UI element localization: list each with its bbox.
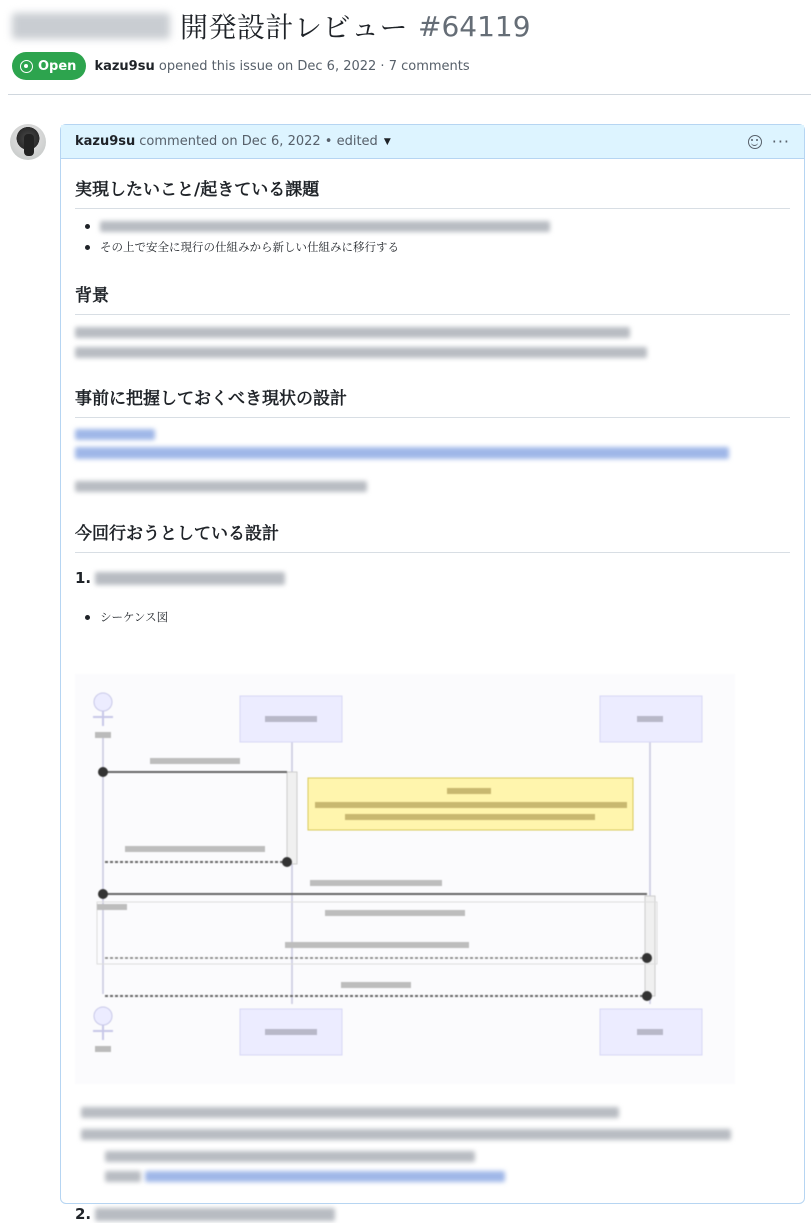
sequence-diagram — [75, 674, 735, 1084]
redacted-text — [105, 1171, 141, 1182]
section-heading-goal: 実現したいこと/起きている課題 — [75, 175, 790, 209]
redacted-link[interactable] — [145, 1171, 505, 1182]
redacted-link[interactable] — [75, 447, 729, 459]
comment-actions — [748, 131, 790, 151]
step1-bullet: シーケンス図 — [100, 610, 169, 624]
redacted-text — [81, 1107, 619, 1118]
goal-bullet-2: その上で安全に現行の仕組みから新しい仕組みに移行する — [100, 240, 399, 254]
redacted-link[interactable] — [75, 429, 155, 440]
section-heading-background: 背景 — [75, 281, 790, 315]
redacted-text — [75, 327, 630, 338]
smiley-icon[interactable] — [748, 135, 762, 149]
issue-meta — [12, 52, 811, 80]
step-heading-2 — [75, 1205, 335, 1223]
comment-box — [60, 124, 805, 1223]
step-number: 2. — [75, 1205, 92, 1223]
step-heading-1 — [75, 569, 285, 587]
header-divider — [8, 94, 811, 95]
redacted-text — [81, 1129, 731, 1140]
issue-opened-icon — [20, 60, 33, 73]
redacted-text — [75, 481, 367, 492]
sequence-diagram-image — [75, 674, 735, 1084]
status-label: Open — [38, 58, 77, 74]
issue-number: #64119 — [418, 9, 531, 43]
issue-meta-detail: opened this issue on Dec 6, 2022 · 7 comments — [158, 58, 470, 74]
avatar[interactable] — [10, 124, 46, 160]
redacted-text — [95, 572, 285, 585]
redacted-text — [100, 221, 550, 232]
redacted-text — [95, 1208, 335, 1221]
list-item — [85, 221, 550, 232]
list-item — [85, 609, 168, 625]
list-item — [85, 239, 399, 255]
status-badge — [12, 52, 86, 80]
comment-header — [61, 125, 804, 159]
section-heading-current-design: 事前に把握しておくべき現状の設計 — [75, 384, 790, 418]
issue-meta-text — [94, 59, 469, 74]
section-heading-new-design: 今回行おうとしている設計 — [75, 519, 790, 553]
redacted-title-prefix — [12, 13, 170, 39]
redacted-text — [75, 347, 647, 358]
kebab-icon[interactable]: ··· — [771, 131, 790, 151]
issue-title: 開発設計レビュー — [180, 11, 409, 44]
chevron-down-icon[interactable]: ▼ — [383, 136, 391, 147]
issue-header — [12, 6, 811, 80]
comment-author-link[interactable]: kazu9su — [75, 134, 136, 149]
issue-author-link[interactable]: kazu9su — [94, 58, 155, 74]
title-row — [12, 6, 811, 46]
comment-meta[interactable]: commented on Dec 6, 2022 • edited — [139, 134, 378, 149]
redacted-text — [105, 1151, 475, 1162]
step-number: 1. — [75, 569, 92, 587]
